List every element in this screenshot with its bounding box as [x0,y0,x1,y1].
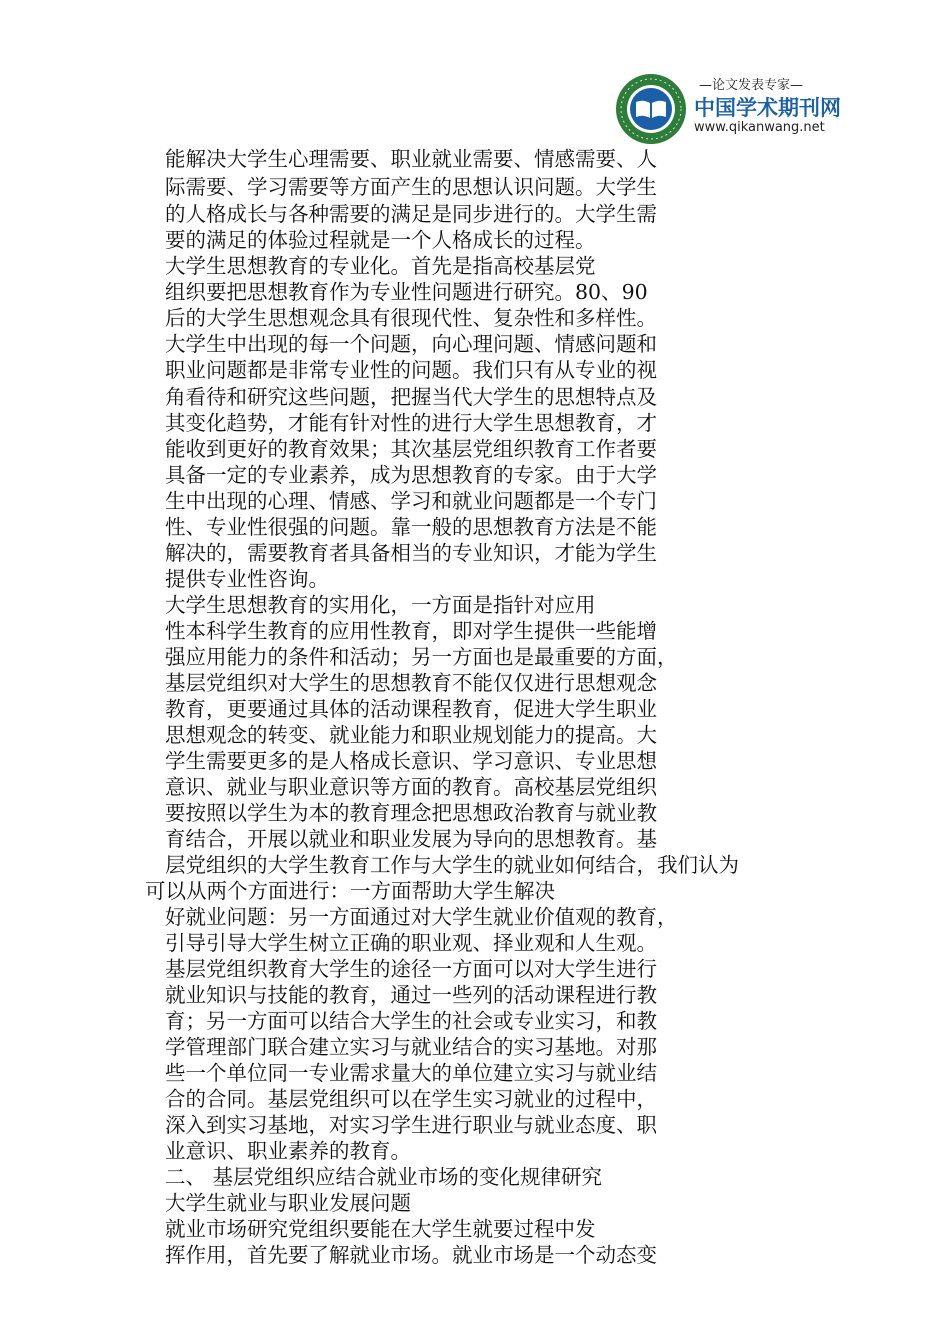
text-line: 能解决大学生心理需要、职业就业需要、情感需要、人 [165,147,657,171]
text-line: 合的合同。基层党组织可以在学生实习就业的过程中， [165,1087,657,1111]
text-line: 挥作用，首先要了解就业市场。就业市场是一个动态变 [165,1243,657,1267]
text-line: 育结合，开展以就业和职业发展为导向的思想教育。基 [165,827,657,851]
text-line: 的人格成长与各种需要的满足是同步进行的。大学生需 [165,202,657,226]
text-line: 生中出现的心理、情感、学习和就业问题都是一个专门 [165,489,657,513]
text-line: 解决的，需要教育者具备相当的专业知识，才能为学生 [165,541,657,565]
text-line: 性、专业性很强的问题。靠一般的思想教育方法是不能 [165,515,657,539]
section-heading: 二、 基层党组织应结合就业市场的变化规律研究 [165,1165,603,1189]
text-line: 学生需要更多的是人格成长意识、学习意识、专业思想 [165,749,657,773]
logo-emblem-icon [614,72,688,146]
text-line: 能收到更好的教育效果；其次基层党组织教育工作者要 [165,437,657,461]
text-line: 际需要、学习需要等方面产生的思想认识问题。大学生 [165,175,657,199]
text-line: 后的大学生思想观念具有很现代性、复杂性和多样性。 [165,306,657,330]
text-line: 层党组织的大学生教育工作与大学生的就业如何结合，我们认为 [165,853,739,877]
text-line: 思想观念的转变、就业能力和职业规划能力的提高。大 [165,723,657,747]
site-logo[interactable] [612,70,841,150]
text-line: 职业问题都是非常专业性的问题。我们只有从专业的视 [165,358,657,382]
text-line: 具备一定的专业素养，成为思想教育的专家。由于大学 [165,463,657,487]
text-line: 深入到实习基地，对实习学生进行职业与就业态度、职 [165,1113,657,1137]
text-line: 大学生中出现的每一个问题，向心理问题、情感问题和 [165,332,657,356]
text-line: 业意识、职业素养的教育。 [165,1139,411,1163]
text-line: 提供专业性咨询。 [165,567,329,591]
logo-tagline: —论文发表专家— [698,78,803,93]
text-line: 意识、就业与职业意识等方面的教育。高校基层党组织 [165,775,657,799]
text-line: 要的满足的体验过程就是一个人格成长的过程。 [165,228,596,252]
logo-site-name: 中国学术期刊网 [694,96,841,120]
text-line: 强应用能力的条件和活动；另一方面也是最重要的方面， [165,645,678,669]
text-line: 些一个单位同一专业需求量大的单位建立实习与就业结 [165,1061,657,1085]
text-line: 教育，更要通过具体的活动课程教育，促进大学生职业 [165,697,657,721]
text-line: 基层党组织教育大学生的途径一方面可以对大学生进行 [165,957,657,981]
text-line: 角看待和研究这些问题，把握当代大学生的思想特点及 [165,385,657,409]
text-line: 就业知识与技能的教育，通过一些列的活动课程进行教 [165,983,657,1007]
text-line: 就业市场研究党组织要能在大学生就要过程中发 [165,1217,596,1241]
text-line: 学管理部门联合建立实习与就业结合的实习基地。对那 [165,1035,657,1059]
text-line: 大学生思想教育的实用化，一方面是指针对应用 [165,593,596,617]
text-line: 性本科学生教育的应用性教育，即对学生提供一些能增 [165,619,657,643]
text-line: 引导引导大学生树立正确的职业观、择业观和人生观。 [165,931,657,955]
text-line: 基层党组织对大学生的思想教育不能仅仅进行思想观念 [165,671,657,695]
text-line: 可以从两个方面进行：一方面帮助大学生解决 [145,879,555,903]
text-line: 好就业问题：另一方面通过对大学生就业价值观的教育， [165,905,678,929]
text-line: 育；另一方面可以结合大学生的社会或专业实习，和教 [165,1009,657,1033]
logo-url[interactable]: www.qikanwang.net [694,120,825,135]
text-line: 组织要把思想教育作为专业性问题进行研究。80、90 [165,280,648,304]
text-line: 要按照以学生为本的教育理念把思想政治教育与就业教 [165,801,657,825]
text-line: 其变化趋势，才能有针对性的进行大学生思想教育，才 [165,411,657,435]
text-line: 大学生思想教育的专业化。首先是指高校基层党 [165,254,596,278]
text-line: 大学生就业与职业发展问题 [165,1191,411,1215]
